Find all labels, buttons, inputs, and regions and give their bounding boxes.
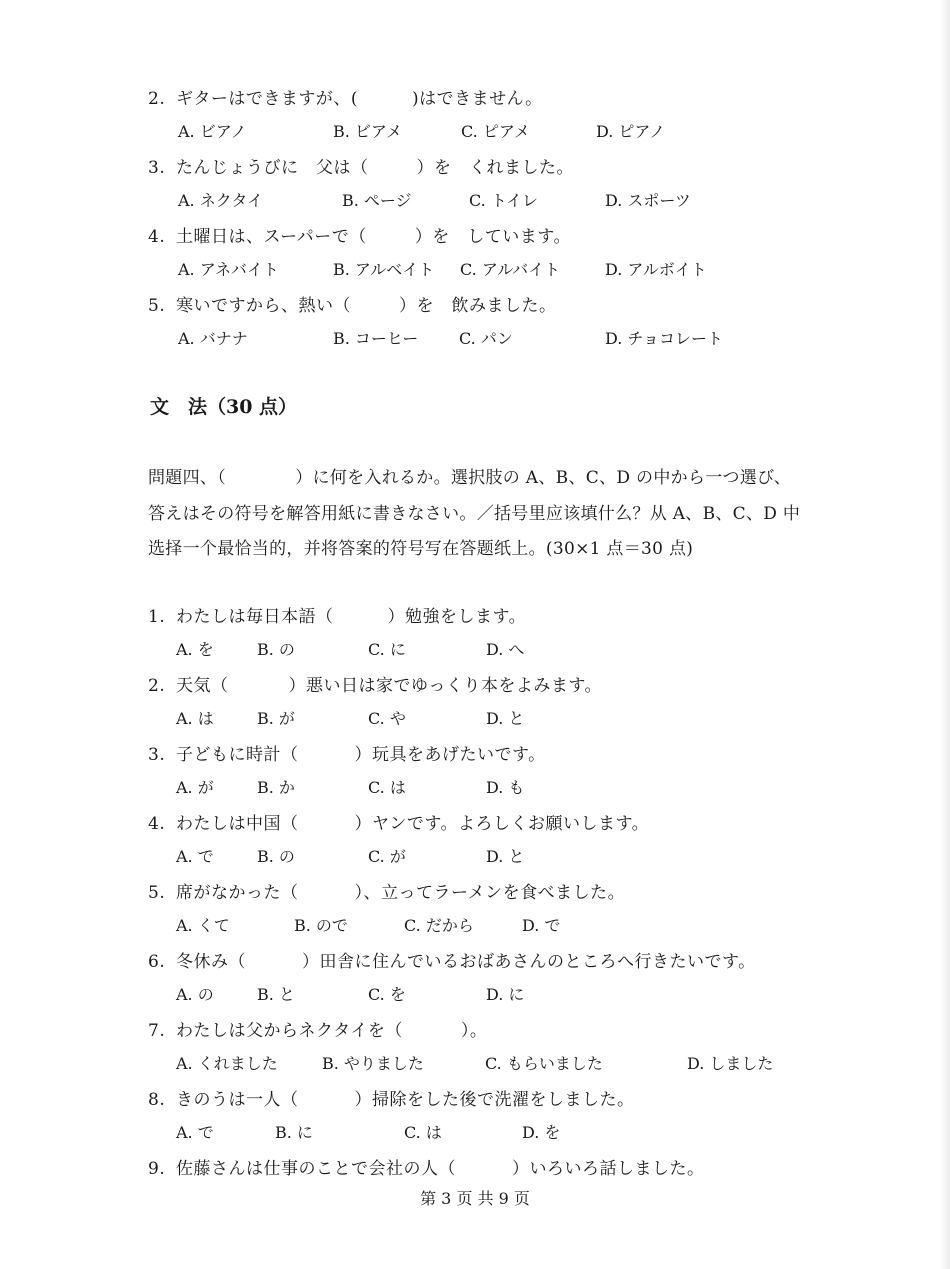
option-c: C. は xyxy=(368,778,406,797)
question-text-pre: 土曜日は、スーパーで（ xyxy=(176,227,367,247)
question-text-post: ）悪い日は家でゆっくり本をよみます。 xyxy=(288,676,602,696)
question-number: 6. xyxy=(148,952,166,972)
option-c: C. が xyxy=(368,847,406,866)
question-number: 1. xyxy=(148,607,166,627)
instruction-line-2: 答えはその符号を解答用紙に書きなさい。／括号里应该填什么？从 A、B、C、D 中 xyxy=(148,504,801,524)
option-b: B. ページ xyxy=(342,191,412,210)
grammar-question-5 xyxy=(148,878,625,903)
option-b: B. ビアメ xyxy=(333,122,402,141)
option-a: A. ビアノ xyxy=(178,122,247,141)
option-a: A. ネクタイ xyxy=(178,191,264,210)
option-d: D. へ xyxy=(486,640,525,659)
question-text-pre: 寒いですから、熱い（ xyxy=(176,296,351,316)
question-text-pre: 子どもに時計（ xyxy=(176,745,299,765)
option-c: C. は xyxy=(404,1123,442,1142)
question-text-pre: たんじょうびに 父は（ xyxy=(176,158,369,178)
option-d: D. スポーツ xyxy=(605,191,691,210)
question-number: 3. xyxy=(148,158,166,178)
grammar-question-4 xyxy=(148,809,649,834)
question-number: 9. xyxy=(148,1159,166,1179)
vocab-question-5 xyxy=(148,291,557,316)
grammar-question-1 xyxy=(148,602,526,627)
question-text-pre: 冬休み（ xyxy=(176,952,246,972)
vocab-question-2 xyxy=(148,84,543,109)
page-footer: 第 3 页 共 9 页 xyxy=(420,1189,530,1208)
question-text-pre: わたしは父からネクタイを（ xyxy=(176,1021,403,1041)
option-a: A. の xyxy=(176,985,214,1004)
option-b: B. の xyxy=(257,847,295,866)
grammar-question-7 xyxy=(148,1016,487,1041)
question-number: 2. xyxy=(148,676,166,696)
question-text-post: ）、立ってラーメンを食べました。 xyxy=(354,883,626,903)
option-d: D. と xyxy=(486,847,525,866)
option-c: C. トイレ xyxy=(469,191,539,210)
option-a: A. くて xyxy=(176,916,230,935)
option-b: B. の xyxy=(257,640,295,659)
option-d: D. で xyxy=(522,916,561,935)
question-text-pre: 席がなかった（ xyxy=(176,883,299,903)
question-number: 8. xyxy=(148,1090,166,1110)
option-a: A. で xyxy=(176,847,214,866)
question-text-pre: わたしは中国（ xyxy=(176,814,299,834)
option-c: C. を xyxy=(368,985,406,1004)
question-number: 5. xyxy=(148,296,166,316)
grammar-question-6 xyxy=(148,947,756,972)
question-number: 4. xyxy=(148,814,166,834)
option-a: A. は xyxy=(176,709,214,728)
option-b: B. やりました xyxy=(322,1054,424,1073)
section-title: 文 法（30 点） xyxy=(150,396,298,418)
question-text-pre: 天気（ xyxy=(176,676,229,696)
option-c: C. パン xyxy=(459,329,513,348)
option-a: A. で xyxy=(176,1123,214,1142)
option-d: D. しました xyxy=(687,1054,774,1073)
option-b: B. か xyxy=(257,778,295,797)
option-c: C. や xyxy=(368,709,406,728)
instruction-line-3: 选择一个最恰当的，并将答案的符号写在答题纸上。(30×1 点＝30 点) xyxy=(148,539,694,559)
option-a: A. が xyxy=(176,778,214,797)
vocab-question-3 xyxy=(148,153,574,178)
question-text-post: ）。 xyxy=(460,1021,488,1041)
option-b: B. コーヒー xyxy=(333,329,419,348)
question-text-post: ）を くれました。 xyxy=(416,158,574,178)
question-text-post: ）掃除をした後で洗濯をしました。 xyxy=(354,1090,635,1110)
option-c: C. に xyxy=(368,640,406,659)
option-a: A. くれました xyxy=(176,1054,278,1073)
question-text-post: ）いろいろ話しました。 xyxy=(512,1159,705,1179)
question-number: 3. xyxy=(148,745,166,765)
question-text-post: ）を 飲みました。 xyxy=(399,296,557,316)
question-number: 7. xyxy=(148,1021,166,1041)
grammar-question-9 xyxy=(148,1154,705,1179)
question-text-pre: きのうは一人（ xyxy=(176,1090,299,1110)
page-edge-shadow xyxy=(940,0,950,1269)
option-c: C. もらいました xyxy=(485,1054,603,1073)
option-b: B. アルベイト xyxy=(333,260,435,279)
option-d: D. に xyxy=(486,985,525,1004)
question-number: 2. xyxy=(148,89,166,109)
question-text-pre: 佐藤さんは仕事のことで会社の人（ xyxy=(176,1159,456,1179)
option-c: C. ピアメ xyxy=(461,122,530,141)
option-a: A. バナナ xyxy=(178,329,248,348)
question-text-post: ）田舎に住んでいるおばあさんのところへ行きたいです。 xyxy=(302,952,756,972)
question-text-post: ）を しています。 xyxy=(414,227,571,247)
vocab-question-4 xyxy=(148,222,571,247)
option-b: B. が xyxy=(257,709,295,728)
question-number: 5. xyxy=(148,883,166,903)
question-text-pre: わたしは毎日本語（ xyxy=(176,607,334,627)
option-d: D. ピアノ xyxy=(596,122,666,141)
option-b: B. ので xyxy=(294,916,348,935)
question-text-post: ）勉強をします。 xyxy=(387,607,527,627)
option-d: D. も xyxy=(486,778,525,797)
grammar-question-2 xyxy=(148,671,602,696)
instruction-line-1: 問題四、（ ）に何を入れるか。選択肢の A、B、C、D の中から一つ選び、 xyxy=(148,468,792,488)
option-a: A. を xyxy=(176,640,214,659)
option-a: A. アネバイト xyxy=(178,260,279,279)
question-text-pre: ギターはできますが、( xyxy=(176,89,358,109)
option-c: C. だから xyxy=(404,916,474,935)
option-c: C. アルバイト xyxy=(460,260,561,279)
option-d: D. チョコレート xyxy=(605,329,723,348)
question-text-post: ）ヤンです。よろしくお願いします。 xyxy=(354,814,650,834)
question-number: 4. xyxy=(148,227,166,247)
option-d: D. を xyxy=(522,1123,561,1142)
option-d: D. アルボイト xyxy=(605,260,707,279)
option-b: B. と xyxy=(257,985,295,1004)
grammar-question-8 xyxy=(148,1085,635,1110)
grammar-question-3 xyxy=(148,740,546,765)
question-text-post: ）玩具をあげたいです。 xyxy=(354,745,546,765)
option-b: B. に xyxy=(275,1123,313,1142)
question-text-post: )はできません。 xyxy=(411,89,543,109)
option-d: D. と xyxy=(486,709,525,728)
